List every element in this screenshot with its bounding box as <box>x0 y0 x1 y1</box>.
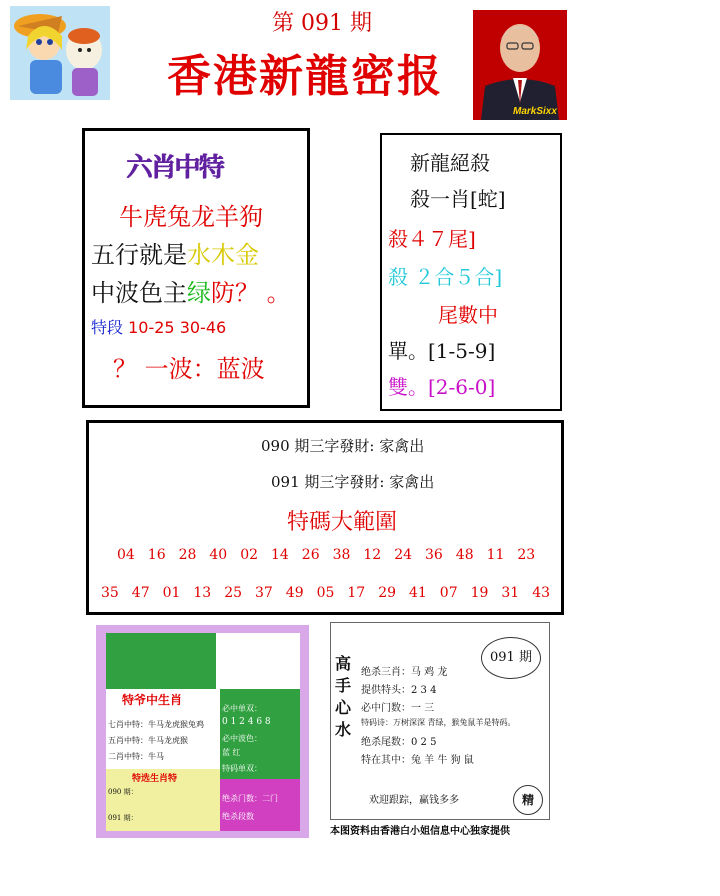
range-number: 16 <box>147 547 166 563</box>
expert-row-3: 必中门数：一 三 <box>361 703 435 714</box>
portrait-logo: MarkSixx <box>513 106 557 117</box>
expert-row-4: 特码诗：万树深深 青绿，猴兔鼠羊是特码。 <box>361 718 516 727</box>
expert-row-1: 绝杀三肖：马 鸡 龙 <box>361 667 448 678</box>
source-credit: 本图资料由香港白小姐信息中心独家提供 <box>330 826 510 837</box>
wuxing-value: 水木金 <box>187 241 259 269</box>
range-number: 23 <box>517 547 536 563</box>
expert-row-5: 绝杀尾数：0 2 5 <box>361 737 437 748</box>
range-number: 26 <box>301 547 320 563</box>
forecast-right-3: 特码单双： <box>222 764 262 773</box>
issue-number: 第 091 期 <box>272 11 372 36</box>
range-number: 13 <box>193 585 212 601</box>
expert-picks-image <box>330 622 550 820</box>
forecast-right-panel <box>220 689 300 779</box>
forecast-bottom-panel <box>106 769 220 831</box>
forecast-right-nums: 0 1 2 4 6 8 <box>222 717 271 727</box>
forecast-right-4: 绝杀门数：二门 <box>222 794 278 803</box>
six-zodiac-panel <box>82 128 310 408</box>
segment-line <box>91 315 226 338</box>
cartoon-character-icon <box>10 6 110 100</box>
tail-title: 尾數中 <box>438 303 498 327</box>
forecast-title: 特爷中生肖 <box>122 693 183 707</box>
segment-value: 10-25 30-46 <box>128 318 227 337</box>
range-number: 28 <box>178 547 197 563</box>
expert-stamp: 精 <box>513 785 543 815</box>
range-number: 25 <box>224 585 243 601</box>
range-number: 43 <box>532 585 551 601</box>
range-title: 特碼大範圍 <box>287 510 398 535</box>
number-range-panel <box>86 420 564 615</box>
issue-091-line: 091 期三字發財: 家禽出 <box>271 473 435 491</box>
wave-line: ？ 一波：蓝波 <box>113 355 265 383</box>
issue-090-line: 090 期三字發財: 家禽出 <box>261 437 425 455</box>
forecast-row-7: 七肖中特：牛马龙虎猴兔鸡 <box>108 720 204 729</box>
zodiac-forecast-image <box>96 625 309 838</box>
range-number: 41 <box>409 585 427 601</box>
forecast-left-panel <box>106 689 220 769</box>
six-zodiac-heading: 六肖中特 <box>127 153 224 183</box>
range-number: 04 <box>117 547 135 563</box>
range-number: 40 <box>209 547 228 563</box>
expert-vertical-title: 高手心水 <box>335 654 352 739</box>
wuxing-line <box>91 235 259 270</box>
forecast-note-1: 090 期： <box>108 788 138 796</box>
range-number: 38 <box>332 547 351 563</box>
range-number: 02 <box>240 547 259 563</box>
range-number: 12 <box>363 547 382 563</box>
range-number: 37 <box>255 585 273 601</box>
portrait-icon <box>473 10 567 120</box>
kill-panel <box>380 133 562 411</box>
zodiac-list: 牛虎兔龙羊狗 <box>119 203 263 231</box>
range-number: 36 <box>425 547 443 563</box>
forecast-note-2: 091 期： <box>108 814 138 822</box>
expert-row-6: 特在其中：兔 羊 牛 狗 鼠 <box>361 755 474 766</box>
wuxing-prefix: 五行就是 <box>91 241 187 269</box>
expert-footer: 欢迎跟踪，赢钱多多 <box>369 795 459 806</box>
kill-panel-title: 新龍絕殺 <box>410 151 490 175</box>
portrait-photo <box>473 10 567 120</box>
range-number: 49 <box>285 585 304 601</box>
expert-issue-badge: 091 期 <box>481 637 541 679</box>
wave-color: 绿 <box>187 279 211 307</box>
forecast-right-2: 必中波色： <box>222 734 262 743</box>
range-number: 01 <box>162 585 181 601</box>
forecast-row-2: 二肖中特：牛马 <box>108 752 164 761</box>
page-title: 香港新龍密报 <box>167 51 443 102</box>
forecast-bottom-title: 特选生肖特 <box>132 774 178 784</box>
kill-tail: 殺４７尾] <box>388 227 476 251</box>
cartoon-image <box>10 6 110 100</box>
forecast-right-1: 必中单双： <box>222 704 262 713</box>
range-number: 11 <box>486 547 505 563</box>
forecast-banner <box>106 633 216 689</box>
range-number: 47 <box>131 585 150 601</box>
kill-sum: 殺 ２合５合] <box>388 265 503 289</box>
segment-label: 特段 <box>91 318 124 337</box>
wave-prefix: 中波色主 <box>91 279 187 307</box>
odd-tails: 單。[1-5-9] <box>388 339 496 363</box>
range-number: 17 <box>347 585 366 601</box>
forecast-bottom-right <box>220 779 300 831</box>
kill-zodiac: 殺一肖[蛇] <box>410 187 506 211</box>
range-number: 35 <box>101 585 119 601</box>
forecast-right-wave: 蓝 红 <box>222 748 241 757</box>
range-number: 07 <box>439 585 458 601</box>
range-number: 31 <box>501 585 520 601</box>
range-number: 48 <box>455 547 474 563</box>
even-tails: 雙。[2-6-0] <box>388 375 496 399</box>
range-number: 14 <box>271 547 289 563</box>
range-number: 05 <box>316 585 335 601</box>
range-number: 24 <box>394 547 413 563</box>
range-number: 29 <box>378 585 397 601</box>
forecast-blank <box>216 633 300 689</box>
forecast-row-5: 五肖中特：牛马龙虎猴 <box>108 736 188 745</box>
forecast-right-5: 绝杀段数 <box>222 812 254 821</box>
range-number: 19 <box>470 585 489 601</box>
wave-color-line <box>91 273 291 308</box>
expert-row-2: 提供特头：2 3 4 <box>361 685 437 696</box>
wave-suffix: 防？ 。 <box>211 279 291 307</box>
